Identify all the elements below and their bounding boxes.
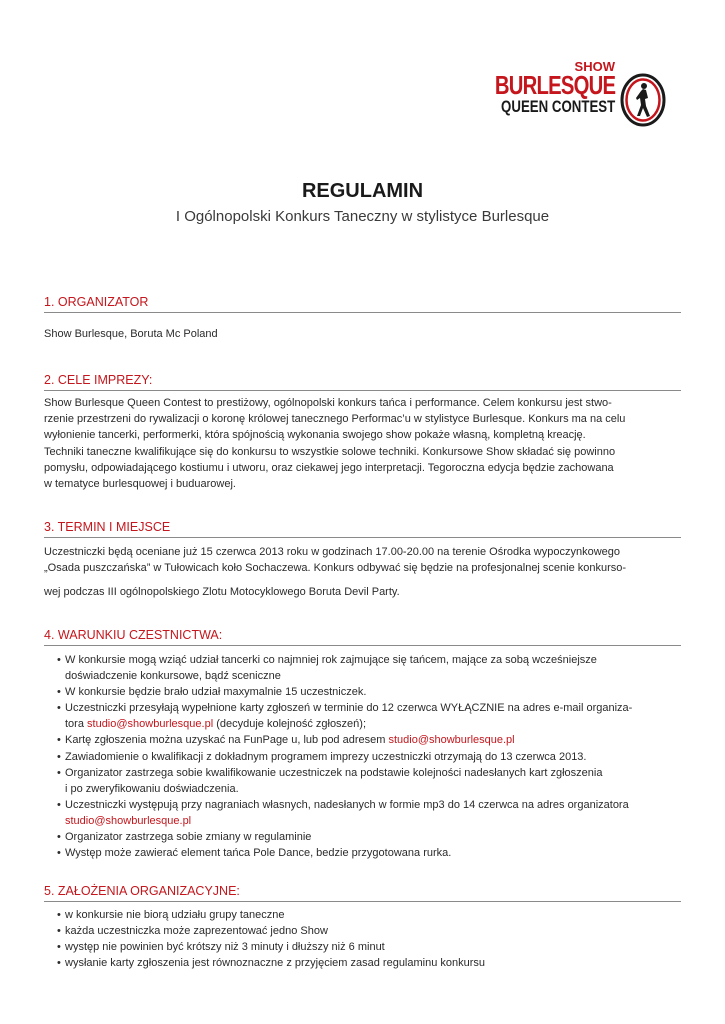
document-title: REGULAMIN: [301, 180, 424, 202]
logo-show-text: SHOW: [574, 59, 615, 74]
logo-queen-contest-text: QUEEN CONTEST: [500, 97, 615, 116]
section-term-heading: 3. TERMIN I MIEJSCE: [44, 520, 681, 538]
conditions-list: [57, 652, 687, 861]
section-conditions-heading: 4. WARUNKIU CZESTNICTWA:: [44, 628, 681, 646]
section-organizer-heading: 1. ORGANIZATOR: [44, 295, 681, 313]
paragraph-line: „Osada puszczańska” w Tułowicach koło Sochaczewa. Konkurs odbywać się będzie na profesjonalnej scenie konkurso-: [44, 562, 627, 575]
list-item: • Organizator zastrzega sobie zmiany w regulaminie: [57, 829, 687, 845]
assumptions-list: [57, 907, 687, 971]
section-term-text: [44, 544, 684, 601]
document-subtitle: I Ogólnopolski Konkurs Taneczny w stylistyce Burlesque: [175, 208, 550, 225]
section-organizer-text: Show Burlesque, Boruta Mc Poland: [44, 328, 218, 340]
email-link[interactable]: studio@showburlesque.pl: [65, 814, 192, 827]
list-item: • w konkursie nie biorą udziału grupy taneczne: [57, 907, 687, 923]
paragraph-line: Techniki taneczne kwalifikujące się do konkursu to wszystkie solowe techniki. Konkursowe Show składać się powinno: [44, 445, 616, 458]
section-goals-heading: 2. CELE IMPREZY:: [44, 373, 681, 391]
logo: [494, 59, 685, 130]
paragraph-line: wyłonienie tancerki, performerki, która spójnością wykonania swojego show pokaże własną, kompletną kreację.: [44, 429, 586, 442]
email-link[interactable]: studio@showburlesque.pl: [87, 718, 214, 731]
list-item: • występ nie powinien być krótszy niż 3 minuty i dłuższy niż 6 minut: [57, 939, 687, 955]
list-item: • każda uczestniczka może zaprezentować jedno Show: [57, 923, 687, 939]
paragraph-line: rzenie przestrzeni do rywalizacji o koronę królowej tanecznego Performac’u w stylistyce Burlesque. Konkurs ma na celu: [44, 413, 626, 426]
email-link[interactable]: studio@showburlesque.pl: [388, 734, 515, 747]
logo-burlesque-text: BURLESQUE: [494, 70, 615, 100]
section-assumptions-heading: 5. ZAŁOŻENIA ORGANIZACYJNE:: [44, 884, 681, 902]
list-item: • wysłanie karty zgłoszenia jest równoznaczne z przyjęciem zasad regulaminu konkursu: [57, 955, 687, 971]
logo-text: [461, 60, 615, 115]
list-item: • Zawiadomienie o kwalifikacji z dokładnym programem imprezy uczestniczki otrzymają do 13 czerwca 2013.: [57, 749, 687, 765]
paragraph-line: Show Burlesque Queen Contest to prestiżowy, ogólnopolski konkurs tańca i performance. Celem konkursu jest stwo-: [44, 397, 612, 409]
dancer-emblem-icon: [619, 72, 667, 128]
list-item: • Uczestniczki występują przy nagraniach własnych, nadesłanych w formie mp3 do 14 czerwca na adres organizatora studio@showburlesque.pl: [57, 797, 687, 829]
paragraph-line: pomysłu, odpowiadającego kostiumu i utworu, oraz ciekawej jego interpretacji. Tegoroczna edycja będzie zachowana: [44, 461, 614, 474]
paragraph-line: w tematyce burlesquowej i buduarowej.: [44, 478, 236, 491]
section-goals-text: [44, 395, 684, 492]
paragraph-line: wej podczas III ogólnopolskiego Zlotu Motocyklowego Boruta Devil Party.: [44, 586, 400, 599]
list-item: • Kartę zgłoszenia można uzyskać na FunPage u, lub pod adresem studio@showburlesque.pl: [57, 732, 687, 748]
list-item: • Uczestniczki przesyłają wypełnione karty zgłoszeń w terminie do 12 czerwca WYŁĄCZNIE na adres e-mail organiza- tora studio@showburlesque.pl (decyduje kolejność zgłoszeń);: [57, 700, 687, 732]
list-item: • W konkursie mogą wziąć udział tancerki co najmniej rok zajmujące się tańcem, mające za sobą wcześniejsze doświadczenie konkursowe, bądź sceniczne: [57, 652, 687, 684]
paragraph-line: Uczestniczki będą oceniane już 15 czerwca 2013 roku w godzinach 17.00-20.00 na terenie Ośrodka wypoczynkowego: [44, 546, 621, 558]
list-item: • Organizator zastrzega sobie kwalifikowanie uczestniczek na podstawie kolejności nadesłanych kart zgłoszenia i po zweryfikowaniu doświadczenia.: [57, 765, 687, 797]
list-item: • Występ może zawierać element tańca Pole Dance, bedzie przygotowana rurka.: [57, 845, 687, 861]
list-item: • W konkursie będzie brało udział maxymalnie 15 uczestniczek.: [57, 684, 687, 700]
